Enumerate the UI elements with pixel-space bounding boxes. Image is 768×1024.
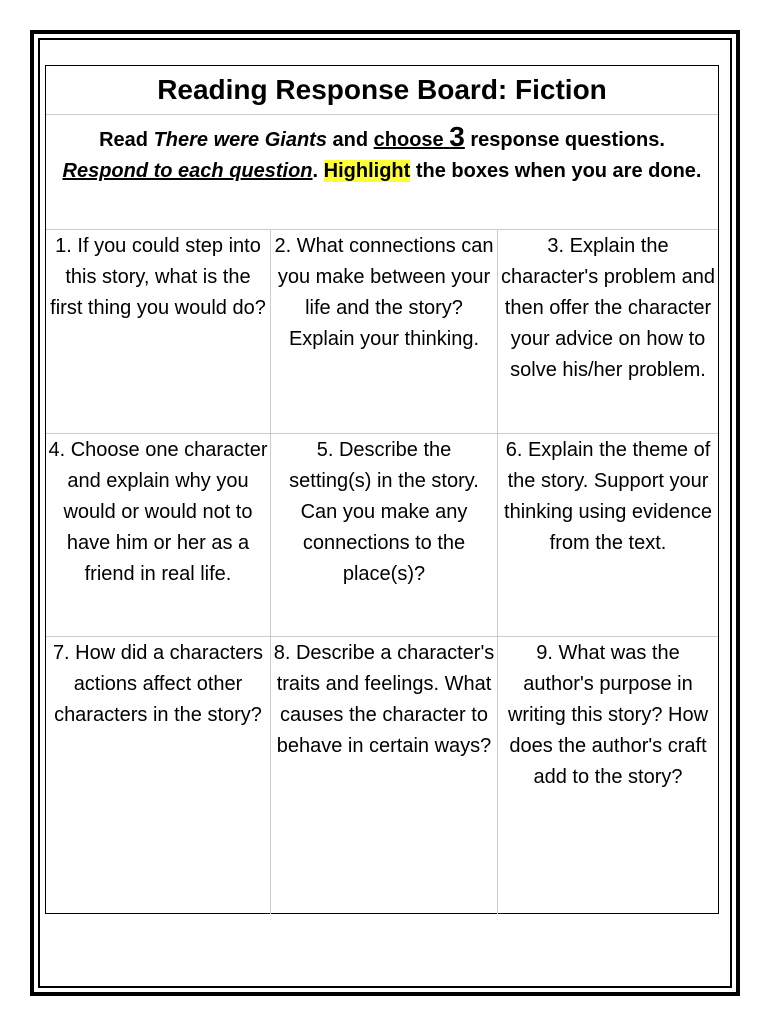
instr-tail: the boxes when you are done.: [415, 160, 702, 182]
instr-response-questions: response questions.: [470, 129, 665, 151]
instructions: Read There were Giants and choose 3 response questions. Respond to each question. Highlight the boxes when you are done.: [46, 115, 718, 230]
instr-book-title: There were Giants: [153, 129, 327, 151]
question-7: 7. How did a characters actions affect other characters in the story?: [46, 637, 271, 914]
board-title: Reading Response Board: Fiction: [46, 66, 718, 115]
question-6: 6. Explain the theme of the story. Support your thinking using evidence from the text.: [498, 434, 718, 637]
question-5: 5. Describe the setting(s) in the story. Can you make any connections to the place(s)?: [271, 434, 498, 637]
instr-and: and: [332, 129, 369, 151]
question-grid: [46, 230, 718, 914]
instr-number: 3: [449, 121, 465, 152]
question-8: 8. Describe a character's traits and feelings. What causes the character to behave in certain ways?: [271, 637, 498, 914]
instr-respond: Respond to each question: [62, 160, 313, 182]
response-board: [45, 65, 719, 914]
instr-highlight: Highlight: [323, 160, 411, 182]
instr-read: Read: [99, 129, 148, 151]
question-3: 3. Explain the character's problem and then offer the character your advice on how to solve his/her problem.: [498, 230, 718, 434]
question-2: 2. What connections can you make between your life and the story? Explain your thinking.: [271, 230, 498, 434]
question-9: 9. What was the author's purpose in writing this story? How does the author's craft add to the story?: [507, 642, 709, 788]
instr-choose: choose 3: [373, 121, 465, 152]
question-1: 1. If you could step into this story, what is the first thing you would do?: [46, 230, 271, 434]
question-4: 4. Choose one character and explain why you would or would not to have him or her as a friend in real life.: [46, 434, 271, 637]
